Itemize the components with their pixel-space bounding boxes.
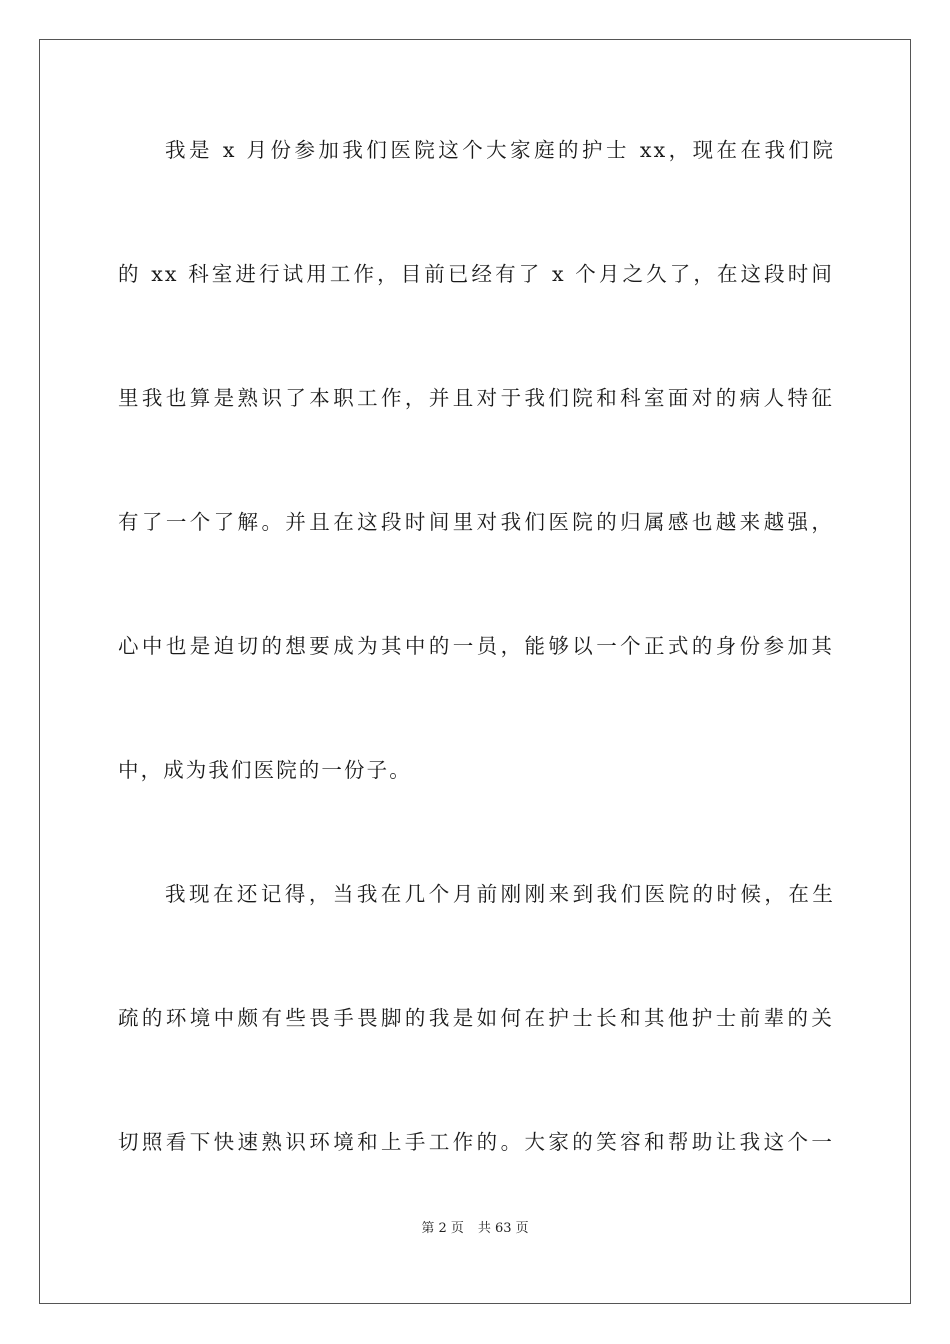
paragraph-1-line-1: 我是 x 月份参加我们医院这个大家庭的护士 xx，现在在我们院 (165, 138, 835, 162)
paragraph-1-line-6: 中，成为我们医院的一份子。 (118, 758, 412, 782)
paragraph-1-line-3: 里我也算是熟识了本职工作，并且对于我们院和科室面对的病人特征 (118, 386, 834, 410)
paragraph-2-line-3: 切照看下快速熟识环境和上手工作的。大家的笑容和帮助让我这个一 (118, 1130, 834, 1154)
paragraph-2-line-2: 疏的环境中颇有些畏手畏脚的我是如何在护士长和其他护士前辈的关 (118, 1006, 834, 1030)
paragraph-1-line-2: 的 xx 科室进行试用工作，目前已经有了 x 个月之久了，在这段时间 (118, 262, 834, 286)
page-footer (0, 1219, 950, 1239)
page-total: 共 63 页 (477, 1221, 529, 1236)
paragraph-1-line-4: 有了一个了解。并且在这段时间里对我们医院的归属感也越来越强， (118, 510, 834, 534)
page-frame (39, 39, 911, 1304)
page-number: 第 2 页 (421, 1221, 464, 1236)
paragraph-2-line-1: 我现在还记得，当我在几个月前刚刚来到我们医院的时候，在生 (165, 882, 835, 906)
paragraph-1-line-5: 心中也是迫切的想要成为其中的一员，能够以一个正式的身份参加其 (118, 634, 834, 658)
